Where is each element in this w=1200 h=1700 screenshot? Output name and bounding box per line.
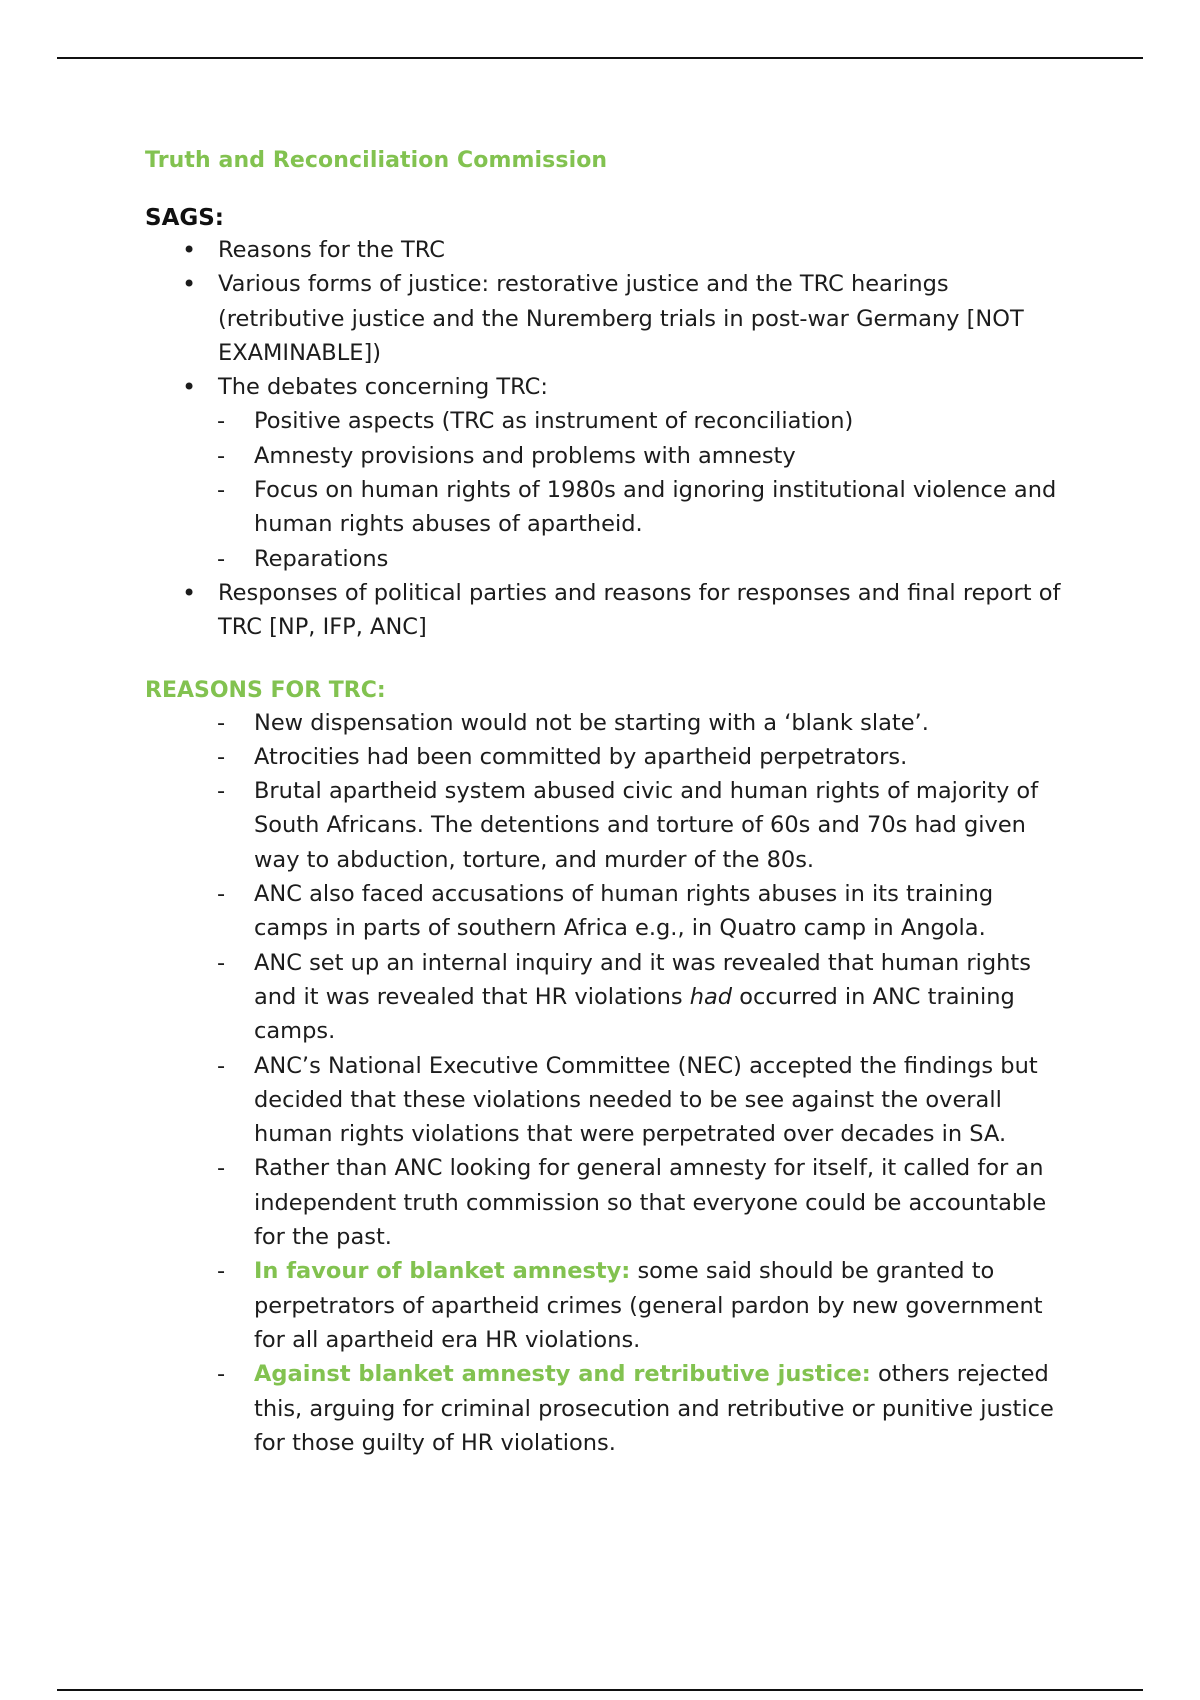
sags-list bbox=[145, 233, 1065, 645]
debates-subitem: - Focus on human rights of 1980s and ignoring institutional violence and human rights abuses of apartheid. bbox=[218, 473, 1065, 542]
sags-item bbox=[145, 576, 1065, 645]
top-rule bbox=[57, 57, 1143, 59]
document-title: Truth and Reconciliation Commission bbox=[145, 148, 608, 173]
debates-subitem: - Amnesty provisions and problems with amnesty bbox=[218, 439, 1065, 473]
debates-subitem: - Reparations bbox=[218, 542, 1065, 576]
sags-item-text: Various forms of justice: restorative justice and the TRC hearings (retributive justice and the Nuremberg trials in post-war Germany [NOT EXAMINABLE]) bbox=[218, 271, 1024, 366]
reason-item: - New dispensation would not be starting with a ‘blank slate’. bbox=[145, 706, 1065, 740]
reason-item: - Rather than ANC looking for general amnesty for itself, it called for an independent truth commission so that everyone could be accountable for the past. bbox=[145, 1151, 1065, 1254]
sags-item bbox=[145, 233, 1065, 267]
reasons-heading: REASONS FOR TRC: bbox=[145, 677, 386, 703]
reason-highlight-label: Against blanket amnesty and retributive justice: bbox=[254, 1361, 871, 1388]
reason-text: some said should be granted to perpetrators of apartheid crimes (general pardon by new government for all apartheid era HR violations. bbox=[254, 1258, 1043, 1353]
debates-sublist bbox=[218, 404, 1065, 575]
debates-subitem: - Positive aspects (TRC as instrument of reconciliation) bbox=[218, 404, 1065, 438]
reason-highlight-label: In favour of blanket amnesty: bbox=[254, 1258, 631, 1285]
reason-item: - Brutal apartheid system abused civic and human rights of majority of South Africans. The detentions and torture of 60s and 70s had given way to abduction, torture, and murder of the 80s. bbox=[145, 774, 1065, 877]
reason-item: - ANC’s National Executive Committee (NEC) accepted the findings but decided that these violations needed to be see against the overall human rights violations that were perpetrated over decades in SA. bbox=[145, 1049, 1065, 1152]
reason-item bbox=[145, 946, 1065, 1049]
reasons-list bbox=[0, 706, 1065, 1461]
reason-text: ANC set up an internal inquiry and it was revealed that human rights and it was revealed that HR violations bbox=[254, 949, 1031, 1010]
sags-item bbox=[145, 370, 1065, 576]
sags-item-text: Reasons for the TRC bbox=[218, 237, 446, 263]
sags-item-text: Responses of political parties and reasons for responses and final report of TRC [NP, IFP, ANC] bbox=[218, 579, 1061, 641]
reason-emphasis: had bbox=[689, 983, 733, 1010]
reason-item bbox=[145, 1254, 1065, 1357]
reason-item: - ANC also faced accusations of human rights abuses in its training camps in parts of southern Africa e.g., in Quatro camp in Angola. bbox=[145, 877, 1065, 946]
reason-text: others rejected this, arguing for criminal prosecution and retributive or punitive justice for those guilty of HR violations. bbox=[254, 1361, 1054, 1456]
reason-item bbox=[145, 1357, 1065, 1460]
sags-label: SAGS: bbox=[145, 205, 225, 231]
sags-item bbox=[145, 267, 1065, 370]
reason-text: occurred in ANC training camps. bbox=[254, 983, 1015, 1045]
document-body bbox=[145, 146, 1065, 1460]
sags-item-text: The debates concerning TRC: bbox=[218, 374, 548, 401]
reason-item: - Atrocities had been committed by apartheid perpetrators. bbox=[145, 740, 1065, 774]
bottom-rule bbox=[57, 1689, 1143, 1691]
